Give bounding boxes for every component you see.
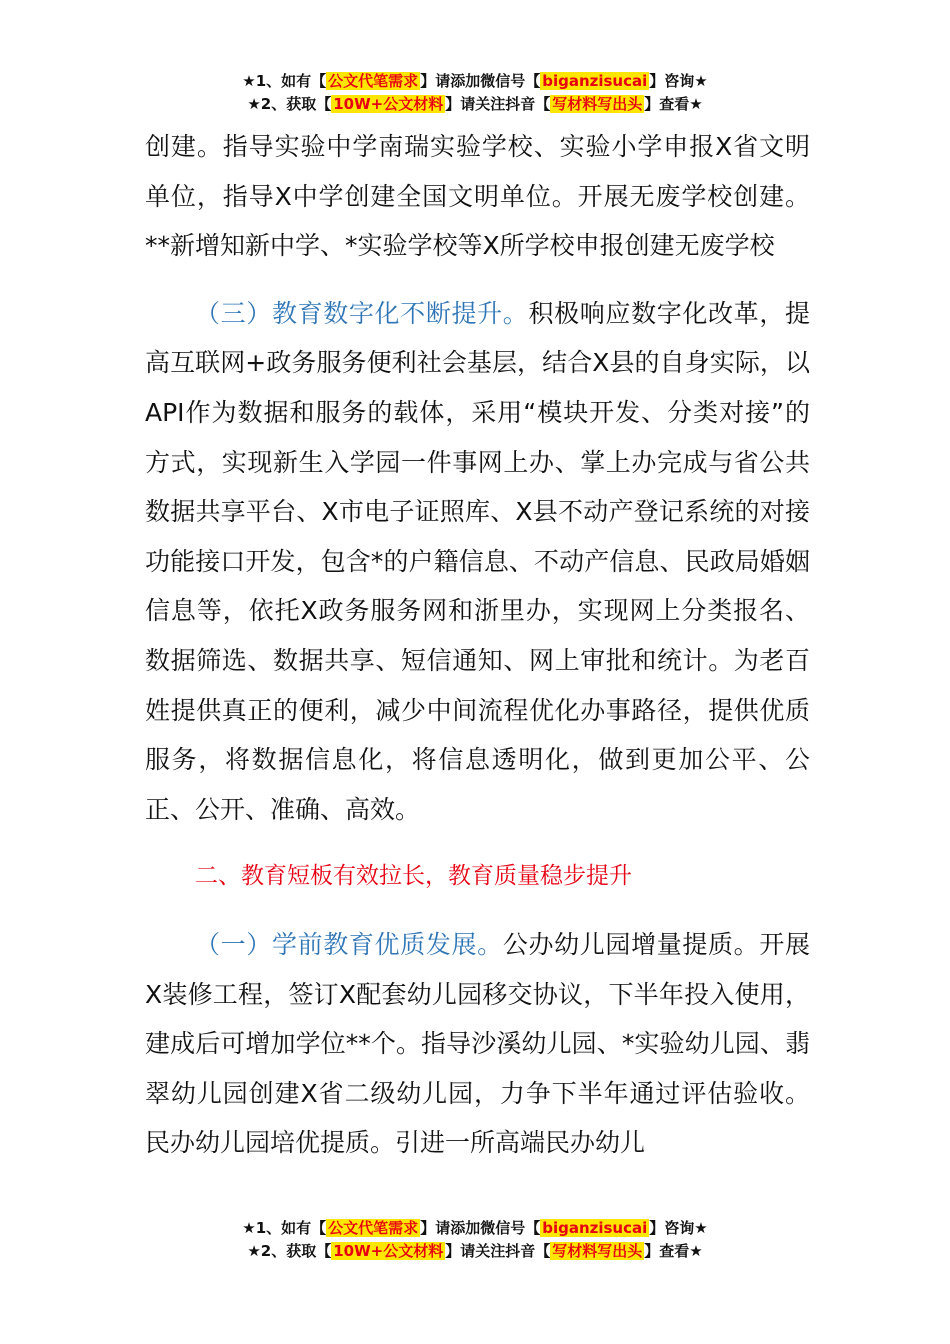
promo-line-2 xyxy=(0,93,950,116)
promo-text: 】咨询★ xyxy=(649,72,708,90)
promo-highlight: 公文代笔需求 xyxy=(328,1219,419,1237)
promo-text: 】查看★ xyxy=(644,95,703,113)
promo-highlight: 写材料写出头 xyxy=(552,95,643,113)
promo-highlight: biganzisucai xyxy=(542,72,648,90)
promo-text: ★2、获取【 xyxy=(247,1242,332,1260)
promo-line-1 xyxy=(0,1217,950,1240)
paragraph-digitalization xyxy=(145,289,810,835)
top-promo-banner xyxy=(0,70,950,116)
promo-line-1 xyxy=(0,70,950,93)
paragraph-preschool xyxy=(145,920,810,1168)
promo-text: 】查看★ xyxy=(644,1242,703,1260)
promo-text: 】请添加微信号【 xyxy=(420,72,541,90)
promo-line-2 xyxy=(0,1240,950,1263)
paragraph-gap xyxy=(145,902,810,920)
promo-highlight: 写材料写出头 xyxy=(552,1242,643,1260)
promo-text: ★1、如有【 xyxy=(242,1219,327,1237)
subheading-preschool: （一）学前教育优质发展。 xyxy=(195,929,503,959)
promo-text: 】请添加微信号【 xyxy=(420,1219,541,1237)
promo-highlight: 10W+公文材料 xyxy=(333,1242,444,1260)
promo-highlight: biganzisucai xyxy=(542,1219,648,1237)
paragraph-continued: 创建。指导实验中学南瑞实验学校、实验小学申报X省文明单位，指导X中学创建全国文明单位。开展无废学校创建。**新增知新中学、*实验学校等X所学校申报创建无废学校 xyxy=(145,132,810,261)
promo-text: 】咨询★ xyxy=(649,1219,708,1237)
document-body xyxy=(145,122,810,1168)
paragraph-text: 公办幼儿园增量提质。开展X装修工程，签订X配套幼儿园移交协议，下半年投入使用，建成后可增加学位**个。指导沙溪幼儿园、*实验幼儿园、翡翠幼儿园创建X省二级幼儿园，力争下半年通过评估验收。民办幼儿园培优提质。引进一所高端民办幼儿 xyxy=(145,929,810,1158)
promo-text: 】请关注抖音【 xyxy=(445,1242,551,1260)
promo-highlight: 10W+公文材料 xyxy=(333,95,444,113)
subheading-digitalization: （三）教育数字化不断提升。 xyxy=(195,298,529,328)
promo-text: ★2、获取【 xyxy=(247,95,332,113)
paragraph-text: 积极响应数字化改革，提高互联网+政务服务便利社会基层，结合X县的自身实际，以API作为数据和服务的载体，采用“模块开发、分类对接”的方式，实现新生入学园一件事网上办、掌上办完成与省公共数据共享平台、X市电子证照库、X县不动产登记系统的对接功能接口开发，包含*的户籍信息、不动产信息、民政局婚姻信息等，依托X政务服务网和浙里办，实现网上分类报名、数据筛选、数据共享、短信通知、网上审批和统计。为老百姓提供真正的便利，减少中间流程优化办事路径，提供优质服务，将数据信息化，将信息透明化，做到更加公平、公正、公开、准确、高效。 xyxy=(145,298,810,824)
paragraph-gap xyxy=(145,271,810,289)
promo-highlight: 公文代笔需求 xyxy=(328,72,419,90)
section-heading: 二、教育短板有效拉长，教育质量稳步提升 xyxy=(195,863,632,890)
promo-text: ★1、如有【 xyxy=(242,72,327,90)
paragraph-gap xyxy=(145,834,810,852)
promo-text: 】请关注抖音【 xyxy=(445,95,551,113)
bottom-promo-banner xyxy=(0,1217,950,1263)
